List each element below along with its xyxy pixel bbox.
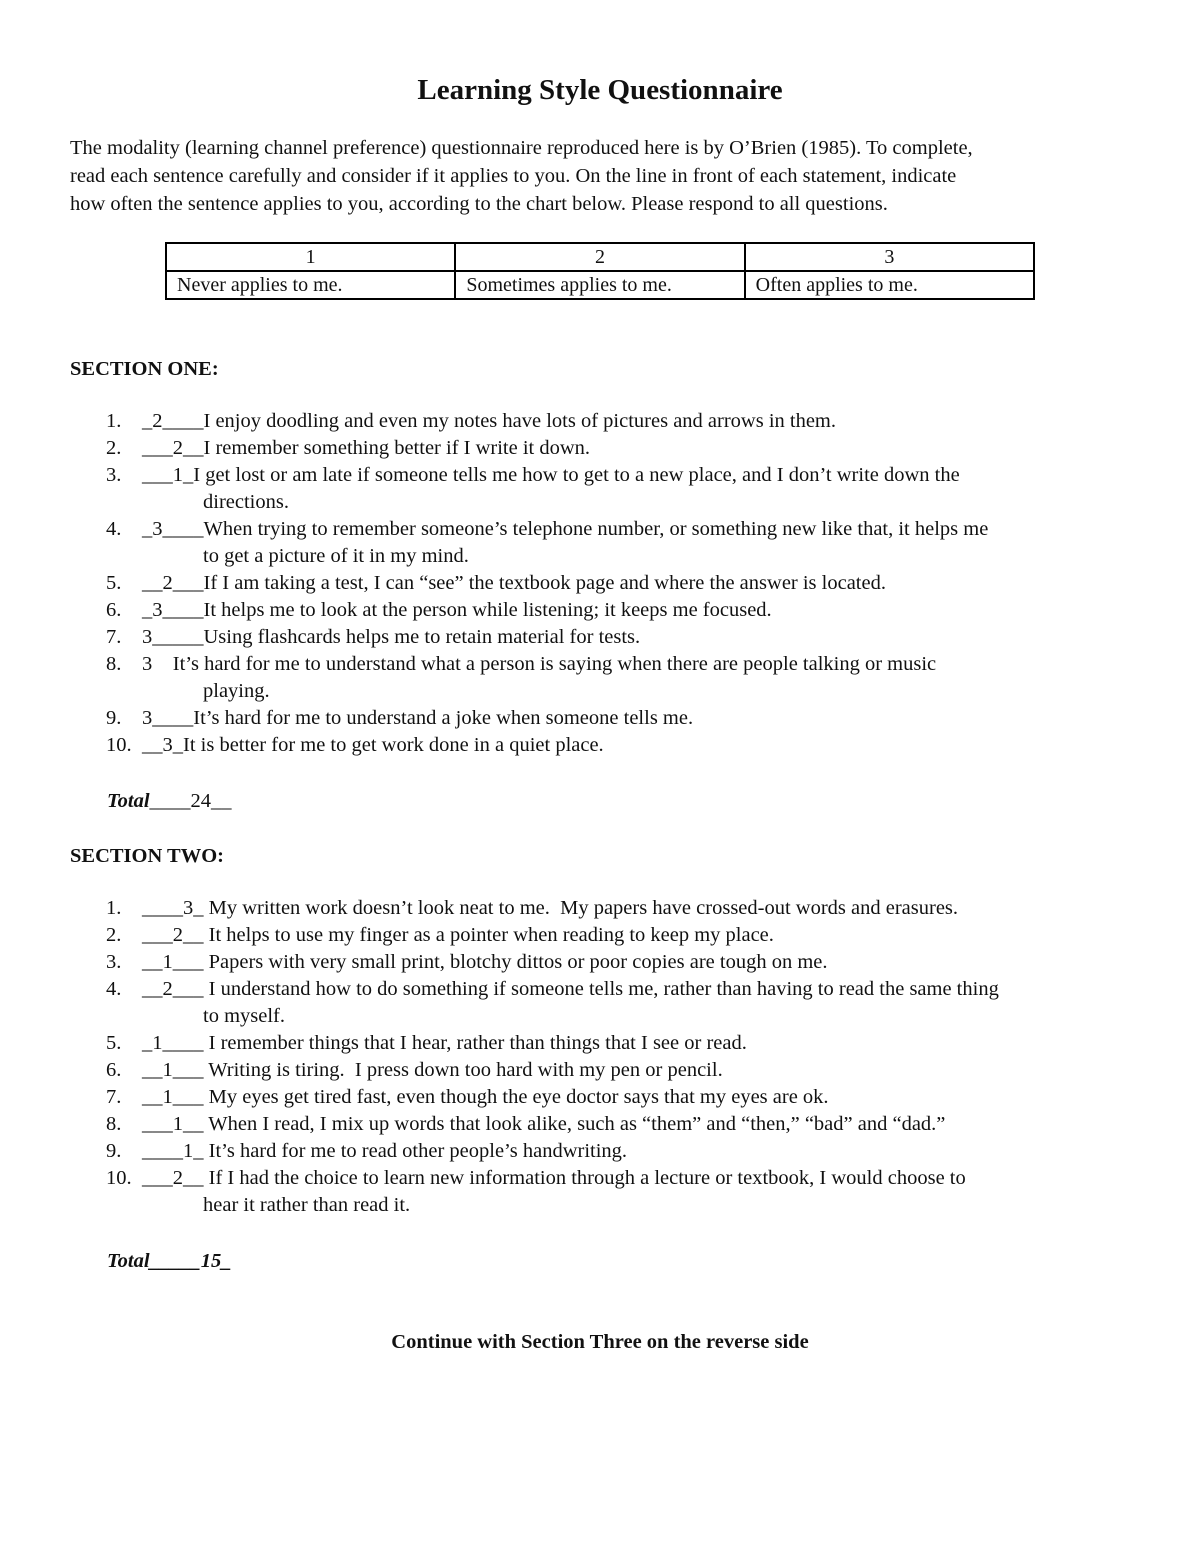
total-label: Total (107, 790, 150, 812)
question-number: 7. (106, 626, 122, 648)
question-number: 6. (106, 1059, 122, 1081)
question-item (70, 408, 1150, 435)
question-item (70, 1057, 1150, 1084)
question-continuation: playing. (203, 680, 270, 702)
question-number: 8. (106, 653, 122, 675)
question-number: 10. (106, 734, 132, 756)
scale-header-cell: 2 (455, 243, 744, 271)
question-text (142, 895, 1150, 922)
question-line: 3_____Using flashcards helps me to retain material for tests. (142, 626, 641, 648)
section-one-total (107, 787, 232, 815)
question-continuation: hear it rather than read it. (203, 1194, 411, 1216)
question-number: 8. (106, 1113, 122, 1135)
question-continuation: to myself. (203, 1005, 285, 1027)
intro-line: read each sentence carefully and consider if it applies to you. On the line in front of each statement, indicate (70, 165, 957, 187)
question-item (70, 895, 1150, 922)
page-title: Learning Style Questionnaire (417, 74, 783, 106)
question-number: 5. (106, 572, 122, 594)
question-item (70, 651, 1150, 705)
question-line: _3____It helps me to look at the person while listening; it keeps me focused. (142, 599, 772, 621)
question-text (142, 651, 1150, 705)
question-number: 6. (106, 599, 122, 621)
scale-header-cell: 3 (745, 243, 1034, 271)
question-line: __3_It is better for me to get work done in a quiet place. (142, 734, 604, 756)
question-line: ___2__ It helps to use my finger as a pointer when reading to keep my place. (142, 924, 774, 946)
scale-description-cell: Often applies to me. (745, 271, 1034, 299)
question-text (142, 1057, 1150, 1084)
question-text (142, 976, 1150, 1030)
question-text (142, 435, 1150, 462)
question-text (142, 1165, 1150, 1219)
intro-paragraph (70, 134, 1130, 218)
question-line: ___1_I get lost or am late if someone tells me how to get to a new place, and I don’t write down the (142, 464, 960, 486)
question-line: 3____It’s hard for me to understand a joke when someone tells me. (142, 707, 694, 729)
question-item (70, 949, 1150, 976)
question-continuation: directions. (203, 491, 289, 513)
question-number: 2. (106, 437, 122, 459)
question-line: 3 It’s hard for me to understand what a person is saying when there are people talking or music (142, 653, 937, 675)
scale-description-cell: Sometimes applies to me. (455, 271, 744, 299)
question-text (142, 732, 1150, 759)
intro-line: how often the sentence applies to you, according to the chart below. Please respond to all questions. (70, 193, 888, 215)
question-line: ___2__ If I had the choice to learn new information through a lecture or textbook, I would choose to (142, 1167, 966, 1189)
question-line: __2___ I understand how to do something if someone tells me, rather than having to read the same thing (142, 978, 999, 1000)
section-two-list (70, 895, 1150, 1219)
question-item (70, 705, 1150, 732)
question-text (142, 624, 1150, 651)
question-number: 4. (106, 978, 122, 1000)
question-number: 1. (106, 410, 122, 432)
response-scale-table (165, 242, 1035, 300)
question-line: _1____ I remember things that I hear, rather than things that I see or read. (142, 1032, 747, 1054)
question-text (142, 1111, 1150, 1138)
question-text (142, 462, 1150, 516)
question-text (142, 1030, 1150, 1057)
question-line: __1___ Papers with very small print, blotchy dittos or poor copies are tough on me. (142, 951, 828, 973)
question-number: 10. (106, 1167, 132, 1189)
question-item (70, 976, 1150, 1030)
question-line: _2____I enjoy doodling and even my notes have lots of pictures and arrows in them. (142, 410, 837, 432)
question-text (142, 597, 1150, 624)
question-continuation: to get a picture of it in my mind. (203, 545, 469, 567)
question-text (142, 922, 1150, 949)
question-text (142, 1084, 1150, 1111)
question-line: __1___ Writing is tiring. I press down too hard with my pen or pencil. (142, 1059, 723, 1081)
question-number: 5. (106, 1032, 122, 1054)
question-item (70, 570, 1150, 597)
total-label: Total (107, 1250, 150, 1272)
question-item (70, 516, 1150, 570)
question-number: 3. (106, 951, 122, 973)
section-two-heading: SECTION TWO: (70, 845, 224, 867)
question-number: 9. (106, 707, 122, 729)
question-item (70, 1084, 1150, 1111)
intro-line: The modality (learning channel preference) questionnaire reproduced here is by O’Brien (1985). To complete, (70, 137, 973, 159)
question-line: ___2__I remember something better if I write it down. (142, 437, 591, 459)
question-item (70, 597, 1150, 624)
question-text (142, 570, 1150, 597)
scale-header-cell: 1 (166, 243, 455, 271)
total-value: _____15_ (149, 1250, 232, 1272)
question-number: 1. (106, 897, 122, 919)
question-line: __1___ My eyes get tired fast, even though the eye doctor says that my eyes are ok. (142, 1086, 829, 1108)
question-item (70, 922, 1150, 949)
question-line: _3____When trying to remember someone’s telephone number, or something new like that, it helps me (142, 518, 989, 540)
section-one-list (70, 408, 1150, 759)
question-item (70, 462, 1150, 516)
question-text (142, 1138, 1150, 1165)
continue-note: Continue with Section Three on the reverse side (391, 1331, 809, 1353)
section-one-heading: SECTION ONE: (70, 358, 219, 380)
question-number: 3. (106, 464, 122, 486)
question-item (70, 1138, 1150, 1165)
question-number: 2. (106, 924, 122, 946)
question-item (70, 1030, 1150, 1057)
question-text (142, 408, 1150, 435)
question-number: 4. (106, 518, 122, 540)
question-item (70, 1111, 1150, 1138)
total-value: ____24__ (149, 790, 232, 812)
question-item (70, 732, 1150, 759)
section-two-total (107, 1247, 232, 1275)
question-item (70, 624, 1150, 651)
question-line: __2___If I am taking a test, I can “see” the textbook page and where the answer is located. (142, 572, 886, 594)
question-item (70, 1165, 1150, 1219)
scale-description-row (166, 271, 1034, 299)
question-number: 9. (106, 1140, 122, 1162)
question-line: ___1__ When I read, I mix up words that look alike, such as “them” and “then,” “bad” and “dad.” (142, 1113, 946, 1135)
question-item (70, 435, 1150, 462)
question-text (142, 516, 1150, 570)
question-text (142, 705, 1150, 732)
scale-description-cell: Never applies to me. (166, 271, 455, 299)
scale-header-row (166, 243, 1034, 271)
question-number: 7. (106, 1086, 122, 1108)
question-line: ____3_ My written work doesn’t look neat to me. My papers have crossed-out words and erasures. (142, 897, 959, 919)
question-text (142, 949, 1150, 976)
question-line: ____1_ It’s hard for me to read other people’s handwriting. (142, 1140, 628, 1162)
